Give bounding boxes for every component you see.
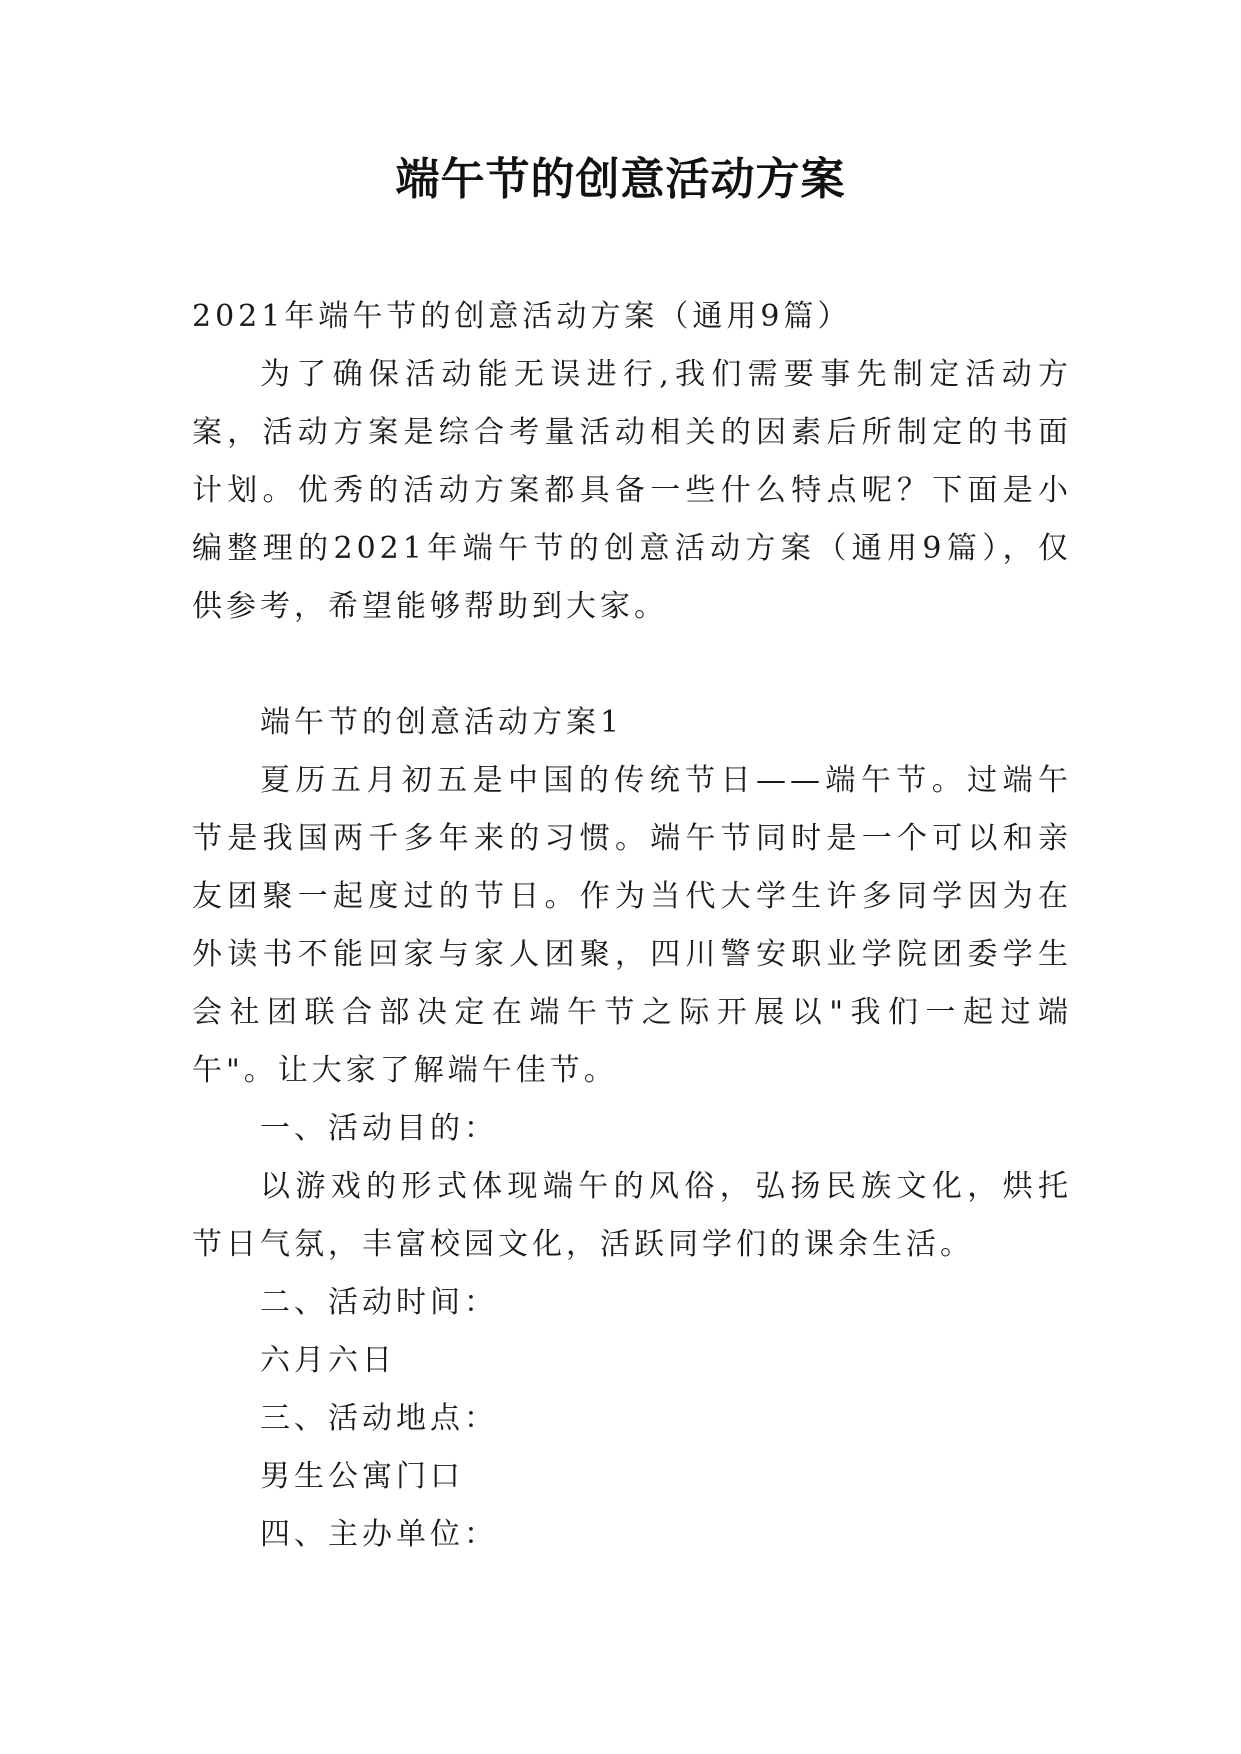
- heading-organizer: 四、主办单位：: [260, 1517, 498, 1552]
- intro-paragraph: 为了确保活动能无误进行,我们需要事先制定活动方案，活动方案是综合考量活动相关的因素后所制定的书面计划。优秀的活动方案都具备一些什么特点呢？下面是小编整理的2021年端午节的创意活动方案（通用9篇），仅供参考，希望能够帮助到大家。: [192, 357, 1072, 624]
- paragraph-gap: [192, 636, 1072, 694]
- heading-purpose: 一、活动目的：: [260, 1111, 498, 1146]
- purpose-paragraph: 以游戏的形式体现端午的风俗，弘扬民族文化，烘托节日气氛，丰富校园文化，活跃同学们的课余生活。: [192, 1169, 1072, 1262]
- heading-location: 三、活动地点：: [260, 1401, 498, 1436]
- section-heading: 端午节的创意活动方案1: [260, 705, 624, 740]
- heading-time: 二、活动时间：: [260, 1285, 498, 1320]
- section-paragraph: 夏历五月初五是中国的传统节日——端午节。过端午节是我国两千多年来的习惯。端午节同时是一个可以和亲友团聚一起度过的节日。作为当代大学生许多同学因为在外读书不能回家与家人团聚，四川警安职业学院团委学生会社团联合部决定在端午节之际开展以"我们一起过端午"。让大家了解端午佳节。: [192, 763, 1072, 1088]
- document-subtitle: 2021年端午节的创意活动方案（通用9篇）: [192, 299, 852, 334]
- document-title: 端午节的创意活动方案: [395, 154, 846, 205]
- location-paragraph: 男生公寓门口: [260, 1459, 464, 1494]
- document-body: [192, 288, 1072, 1564]
- time-paragraph: 六月六日: [260, 1343, 396, 1378]
